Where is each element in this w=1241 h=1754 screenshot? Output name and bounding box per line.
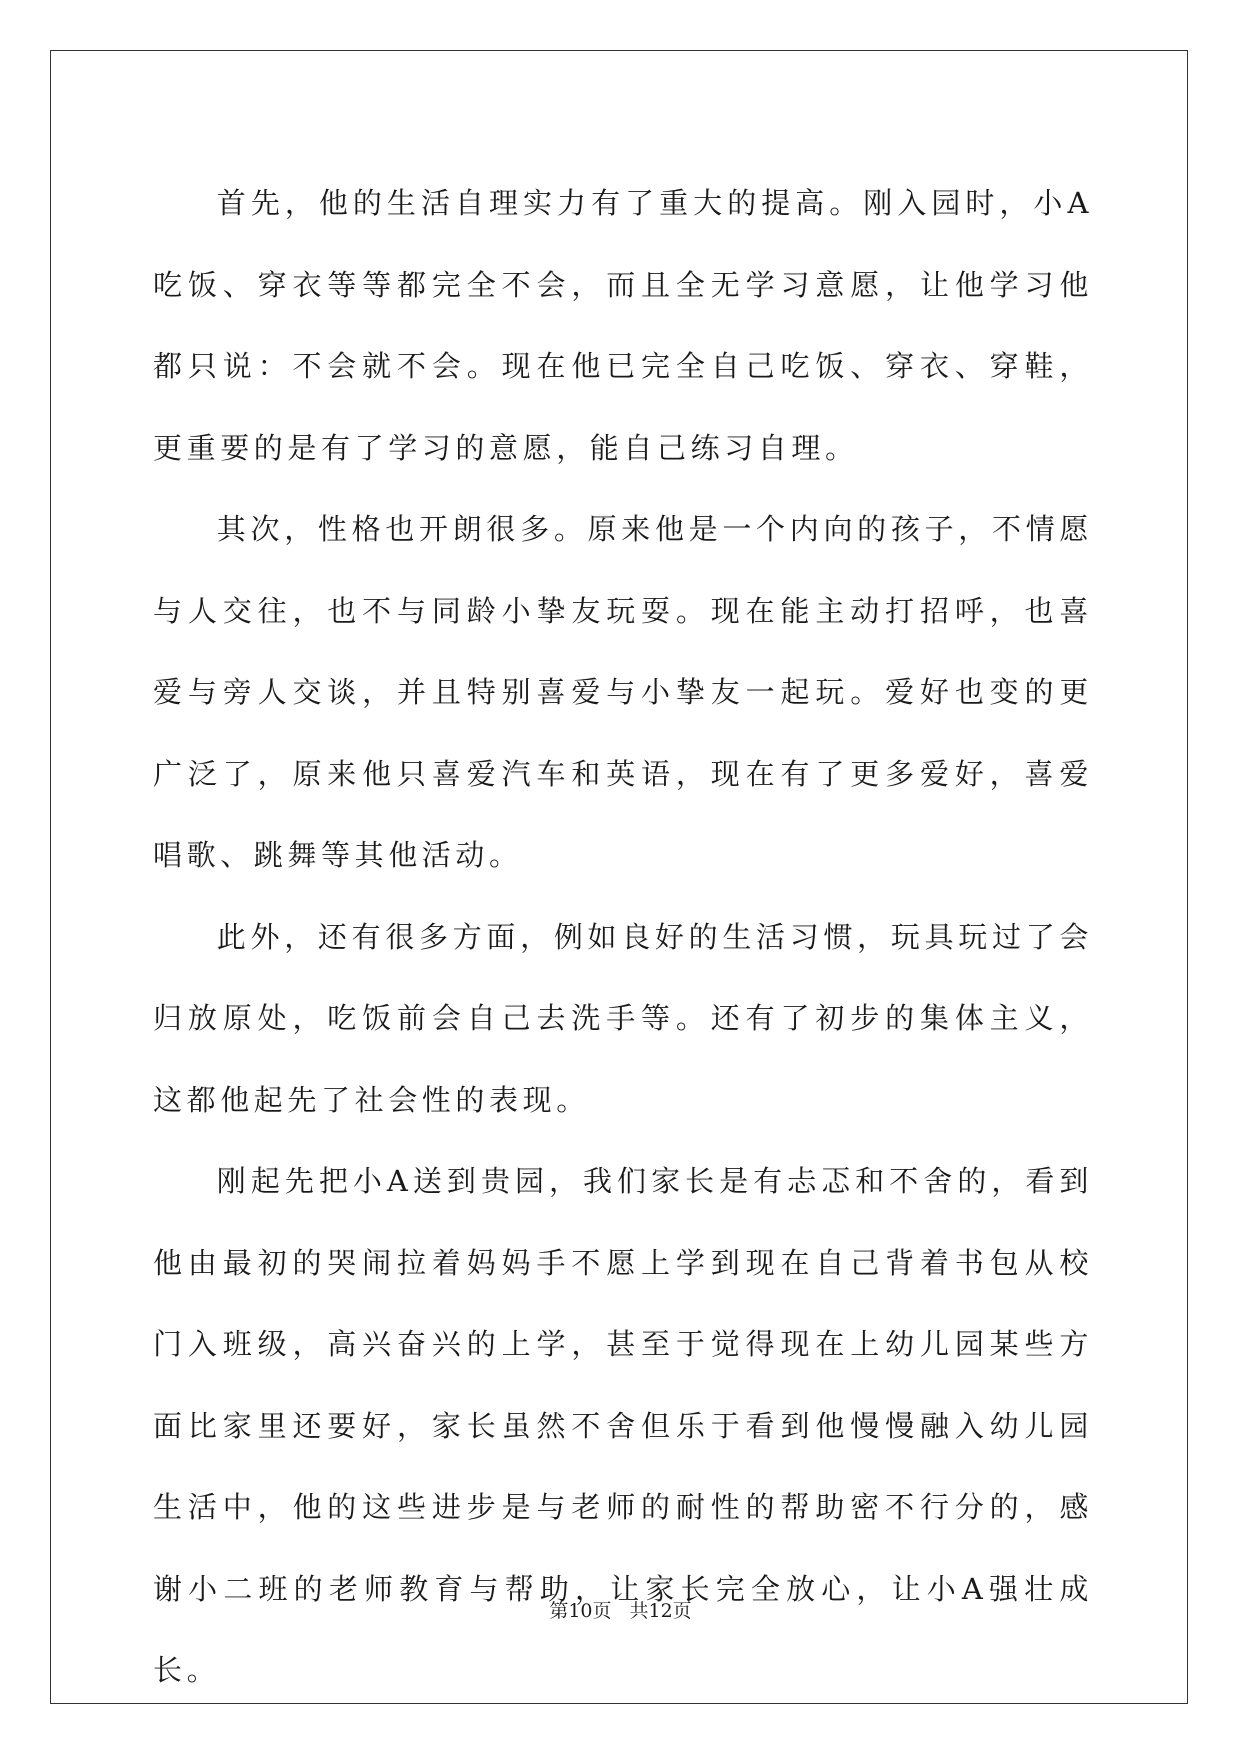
page-footer — [0, 1599, 1241, 1623]
paragraph-4: 刚起先把小A送到贵园，我们家长是有忐忑和不舍的，看到他由最初的哭闹拉着妈妈手不愿上学到现在自己背着书包从校门入班级，高兴奋兴的上学，甚至于觉得现在上幼儿园某些方面比家里还要好，家长虽然不舍但乐于看到他慢慢融入幼儿园生活中，他的这些进步是与老师的耐性的帮助密不行分的，感谢小二班的老师教育与帮助，让家长完全放心，让小A强壮成长。 — [153, 1164, 1093, 1687]
paragraph-3: 此外，还有很多方面，例如良好的生活习惯，玩具玩过了会归放原处，吃饭前会自己去洗手等。还有了初步的集体主义，这都他起先了社会性的表现。 — [153, 919, 1093, 1117]
paragraph-2: 其次，性格也开朗很多。原来他是一个内向的孩子，不情愿与人交往，也不与同龄小挚友玩耍。现在能主动打招呼，也喜爱与旁人交谈，并且特别喜爱与小挚友一起玩。爱好也变的更广泛了，原来他只喜爱汽车和英语，现在有了更多爱好，喜爱唱歌、跳舞等其他活动。 — [153, 512, 1093, 872]
paragraph-1: 首先，他的生活自理实力有了重大的提高。刚入园时，小A吃饭、穿衣等等都完全不会，而且全无学习意愿，让他学习他都只说：不会就不会。现在他已完全自己吃饭、穿衣、穿鞋，更重要的是有了学习的意愿，能自己练习自理。 — [153, 186, 1093, 465]
current-page-number: 第10页 — [549, 1600, 612, 1622]
document-body — [153, 163, 1093, 1712]
total-pages: 共12页 — [629, 1600, 692, 1622]
